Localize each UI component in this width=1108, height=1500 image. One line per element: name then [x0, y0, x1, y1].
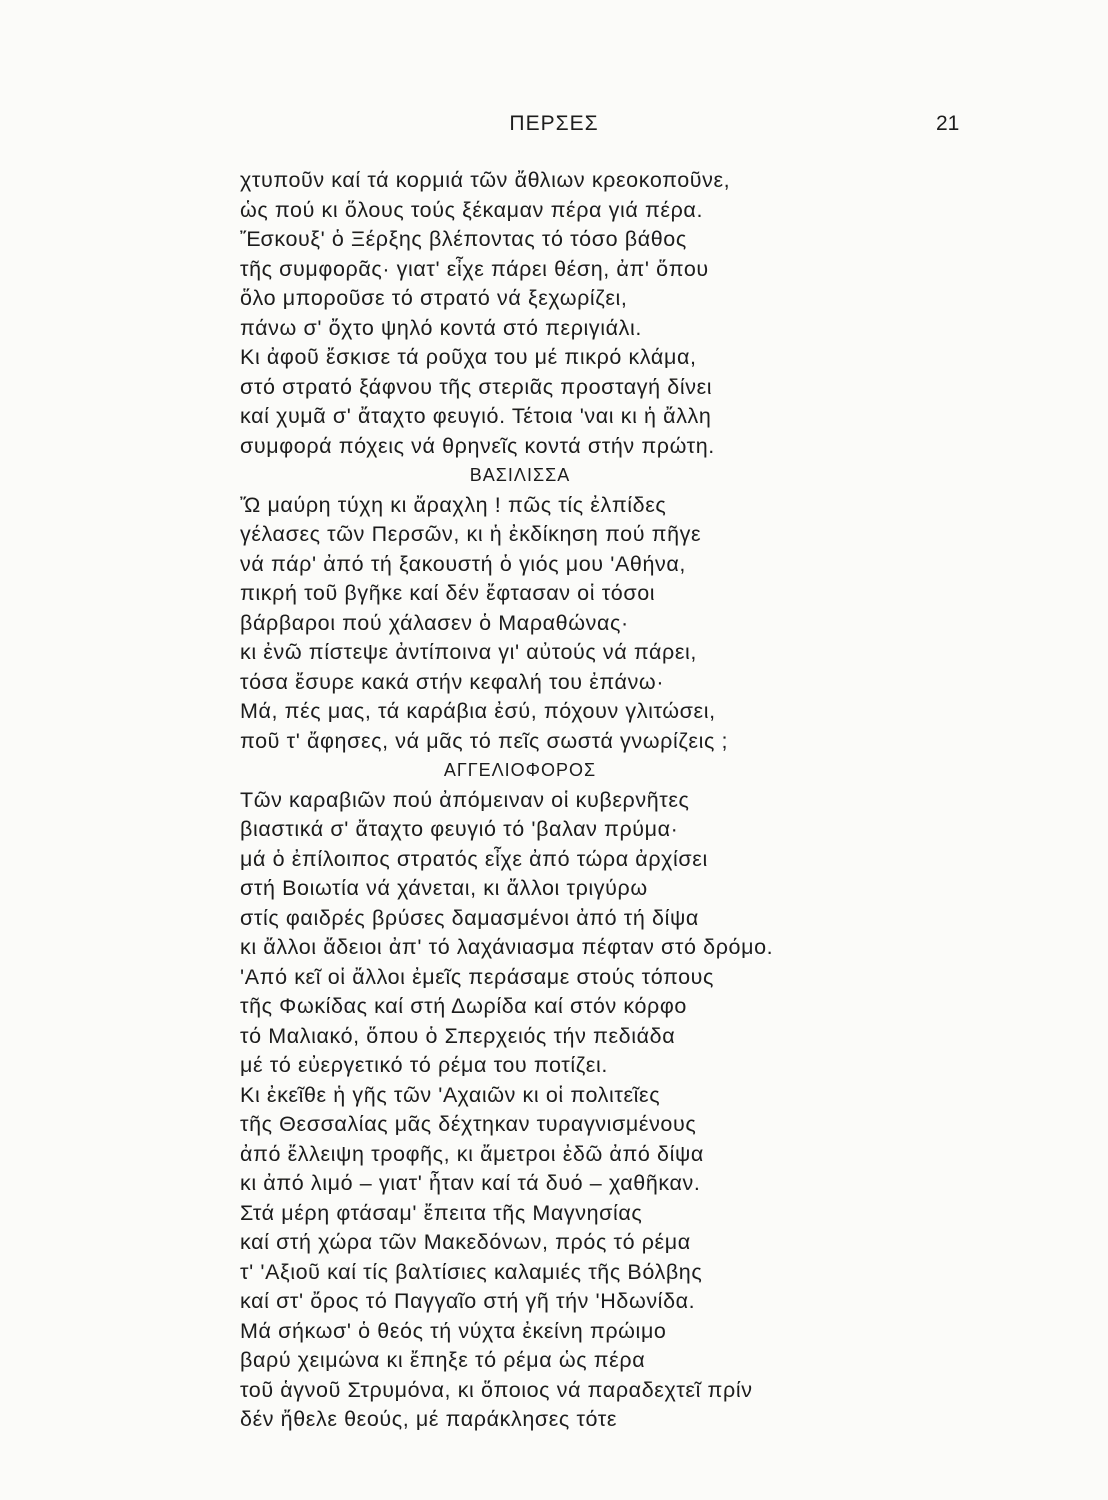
- verse-line: κι ἄλλοι ἄδειοι ἀπ' τό λαχάνιασμα πέφταν στό δρόμο.: [240, 935, 774, 959]
- verse-line: Μά σήκωσ' ὁ θεός τή νύχτα ἐκείνη πρώιμο: [240, 1318, 667, 1343]
- verse-line: Μά, πές μας, τά καράβια ἐσύ, πόχουν γλιτώσει,: [240, 699, 716, 723]
- verse-line: καί χυμᾶ σ' ἄταχτο φευγιό. Τέτοια 'ναι κι ἡ ἄλλη: [240, 404, 712, 428]
- verse-line: ὡς πού κι ὅλους τούς ξέκαμαν πέρα γιά πέρα.: [240, 197, 704, 222]
- verse-line: τοῦ ἁγνοῦ Στρυμόνα, κι ὅποιος νά παραδεχτεῖ πρίν: [240, 1377, 753, 1402]
- verse-line: τόσα ἔσυρε κακά στήν κεφαλή του ἐπάνω·: [240, 669, 665, 694]
- verse-line: συμφορά πόχεις νά θρηνεῖς κοντά στήν πρώτη.: [240, 433, 715, 458]
- verse-line: στή Βοιωτία νά χάνεται, κι ἄλλοι τριγύρω: [240, 876, 648, 900]
- verse-line: τῆς Θεσσαλίας μᾶς δέχτηκαν τυραγνισμένους: [240, 1112, 697, 1136]
- verse-line: 'Από κεῖ οἱ ἄλλοι ἐμεῖς περάσαμε στούς τόπους: [240, 964, 714, 989]
- verse-line: τῆς συμφορᾶς· γιατ' εἶχε πάρει θέση, ἀπ' ὅπου: [240, 256, 709, 281]
- verse-line: μά ὁ ἐπίλοιπος στρατός εἶχε ἀπό τώρα ἀρχίσει: [240, 846, 708, 871]
- verse-line: δέν ἤθελε θεούς, μέ παράκλησες τότε: [240, 1407, 618, 1431]
- verse-line: στίς φαιδρές βρύσες δαμασμένοι ἀπό τή δίψα: [240, 905, 699, 930]
- running-head-title: ΠΕΡΣΕΣ: [509, 112, 599, 135]
- verse-line: βιαστικά σ' ἄταχτο φευγιό τό 'βαλαν πρύμα·: [240, 817, 679, 841]
- verse-line: ὅλο μποροῦσε τό στρατό νά ξεχωρίζει,: [240, 286, 628, 310]
- verse-line: κι ἀπό λιμό – γιατ' ἦταν καί τά δυό – χαθῆκαν.: [240, 1171, 701, 1195]
- speaker-name: ΒΑΣΙΛΙΣΣΑ: [469, 465, 571, 485]
- verse-line: στό στρατό ξάφνου τῆς στεριᾶς προσταγή δίνει: [240, 374, 713, 399]
- verse-line: χτυποῦν καί τά κορμιά τῶν ἄθλιων κρεοκοποῦνε,: [240, 168, 731, 192]
- verse-line: τ' 'Αξιοῦ καί τίς βαλτίσιες καλαμιές τῆς Βόλβης: [240, 1259, 703, 1284]
- verse-line: ἀπό ἔλλειψη τροφῆς, κι ἄμετροι ἐδῶ ἀπό δίψα: [240, 1141, 704, 1166]
- verse-line: τό Μαλιακό, ὅπου ὁ Σπερχειός τήν πεδιάδα: [240, 1023, 676, 1048]
- verse-line: Τῶν καραβιῶν πού ἀπόμειναν οἱ κυβερνῆτες: [240, 787, 690, 812]
- verse-line: καί στή χώρα τῶν Μακεδόνων, πρός τό ρέμα: [240, 1230, 691, 1254]
- speaker-name: ΑΓΓΕΛΙΟΦΟΡΟΣ: [443, 760, 597, 780]
- verse-line: νά πάρ' ἀπό τή ξακουστή ὁ γιός μου 'Αθήνα,: [240, 551, 686, 576]
- verse-text-block: [240, 166, 880, 1435]
- verse-line: γέλασες τῶν Περσῶν, κι ἡ ἐκδίκηση πού πῆγε: [240, 522, 702, 546]
- verse-line: Ὤ μαύρη τύχη κι ἄραχλη ! πῶς τίς ἐλπίδες: [240, 492, 667, 517]
- verse-line: κι ἐνῶ πίστεψε ἀντίποινα γι' αὐτούς νά πάρει,: [240, 640, 698, 664]
- verse-line: Κι ἀφοῦ ἔσκισε τά ροῦχα του μέ πικρό κλάμα,: [240, 345, 697, 369]
- verse-line: Στά μέρη φτάσαμ' ἔπειτα τῆς Μαγνησίας: [240, 1200, 643, 1225]
- verse-line: τῆς Φωκίδας καί στή Δωρίδα καί στόν κόρφο: [240, 994, 687, 1018]
- verse-line: βαρύ χειμώνα κι ἔπηξε τό ρέμα ὡς πέρα: [240, 1348, 646, 1372]
- verse-line: πικρή τοῦ βγῆκε καί δέν ἔφτασαν οἱ τόσοι: [240, 581, 656, 605]
- verse-line: Ἔσκουξ' ὁ Ξέρξης βλέποντας τό τόσο βάθος: [240, 227, 687, 251]
- page-number: 21: [936, 112, 960, 135]
- verse-line: ποῦ τ' ἄφησες, νά μᾶς τό πεῖς σωστά γνωρίζεις ;: [240, 728, 729, 753]
- verse-line: βάρβαροι πού χάλασεν ὁ Μαραθώνας·: [240, 610, 629, 635]
- verse-line: μέ τό εὐεργετικό τό ρέμα του ποτίζει.: [240, 1053, 608, 1077]
- verse-line: Κι ἐκεῖθε ἡ γῆς τῶν 'Αχαιῶν κι οἱ πολιτεῖες: [240, 1082, 661, 1107]
- verse-line: πάνω σ' ὄχτο ψηλό κοντά στό περιγιάλι.: [240, 315, 642, 340]
- verse-line: καί στ' ὄρος τό Παγγαῖο στή γῆ τήν 'Ηδωνίδα.: [240, 1289, 696, 1313]
